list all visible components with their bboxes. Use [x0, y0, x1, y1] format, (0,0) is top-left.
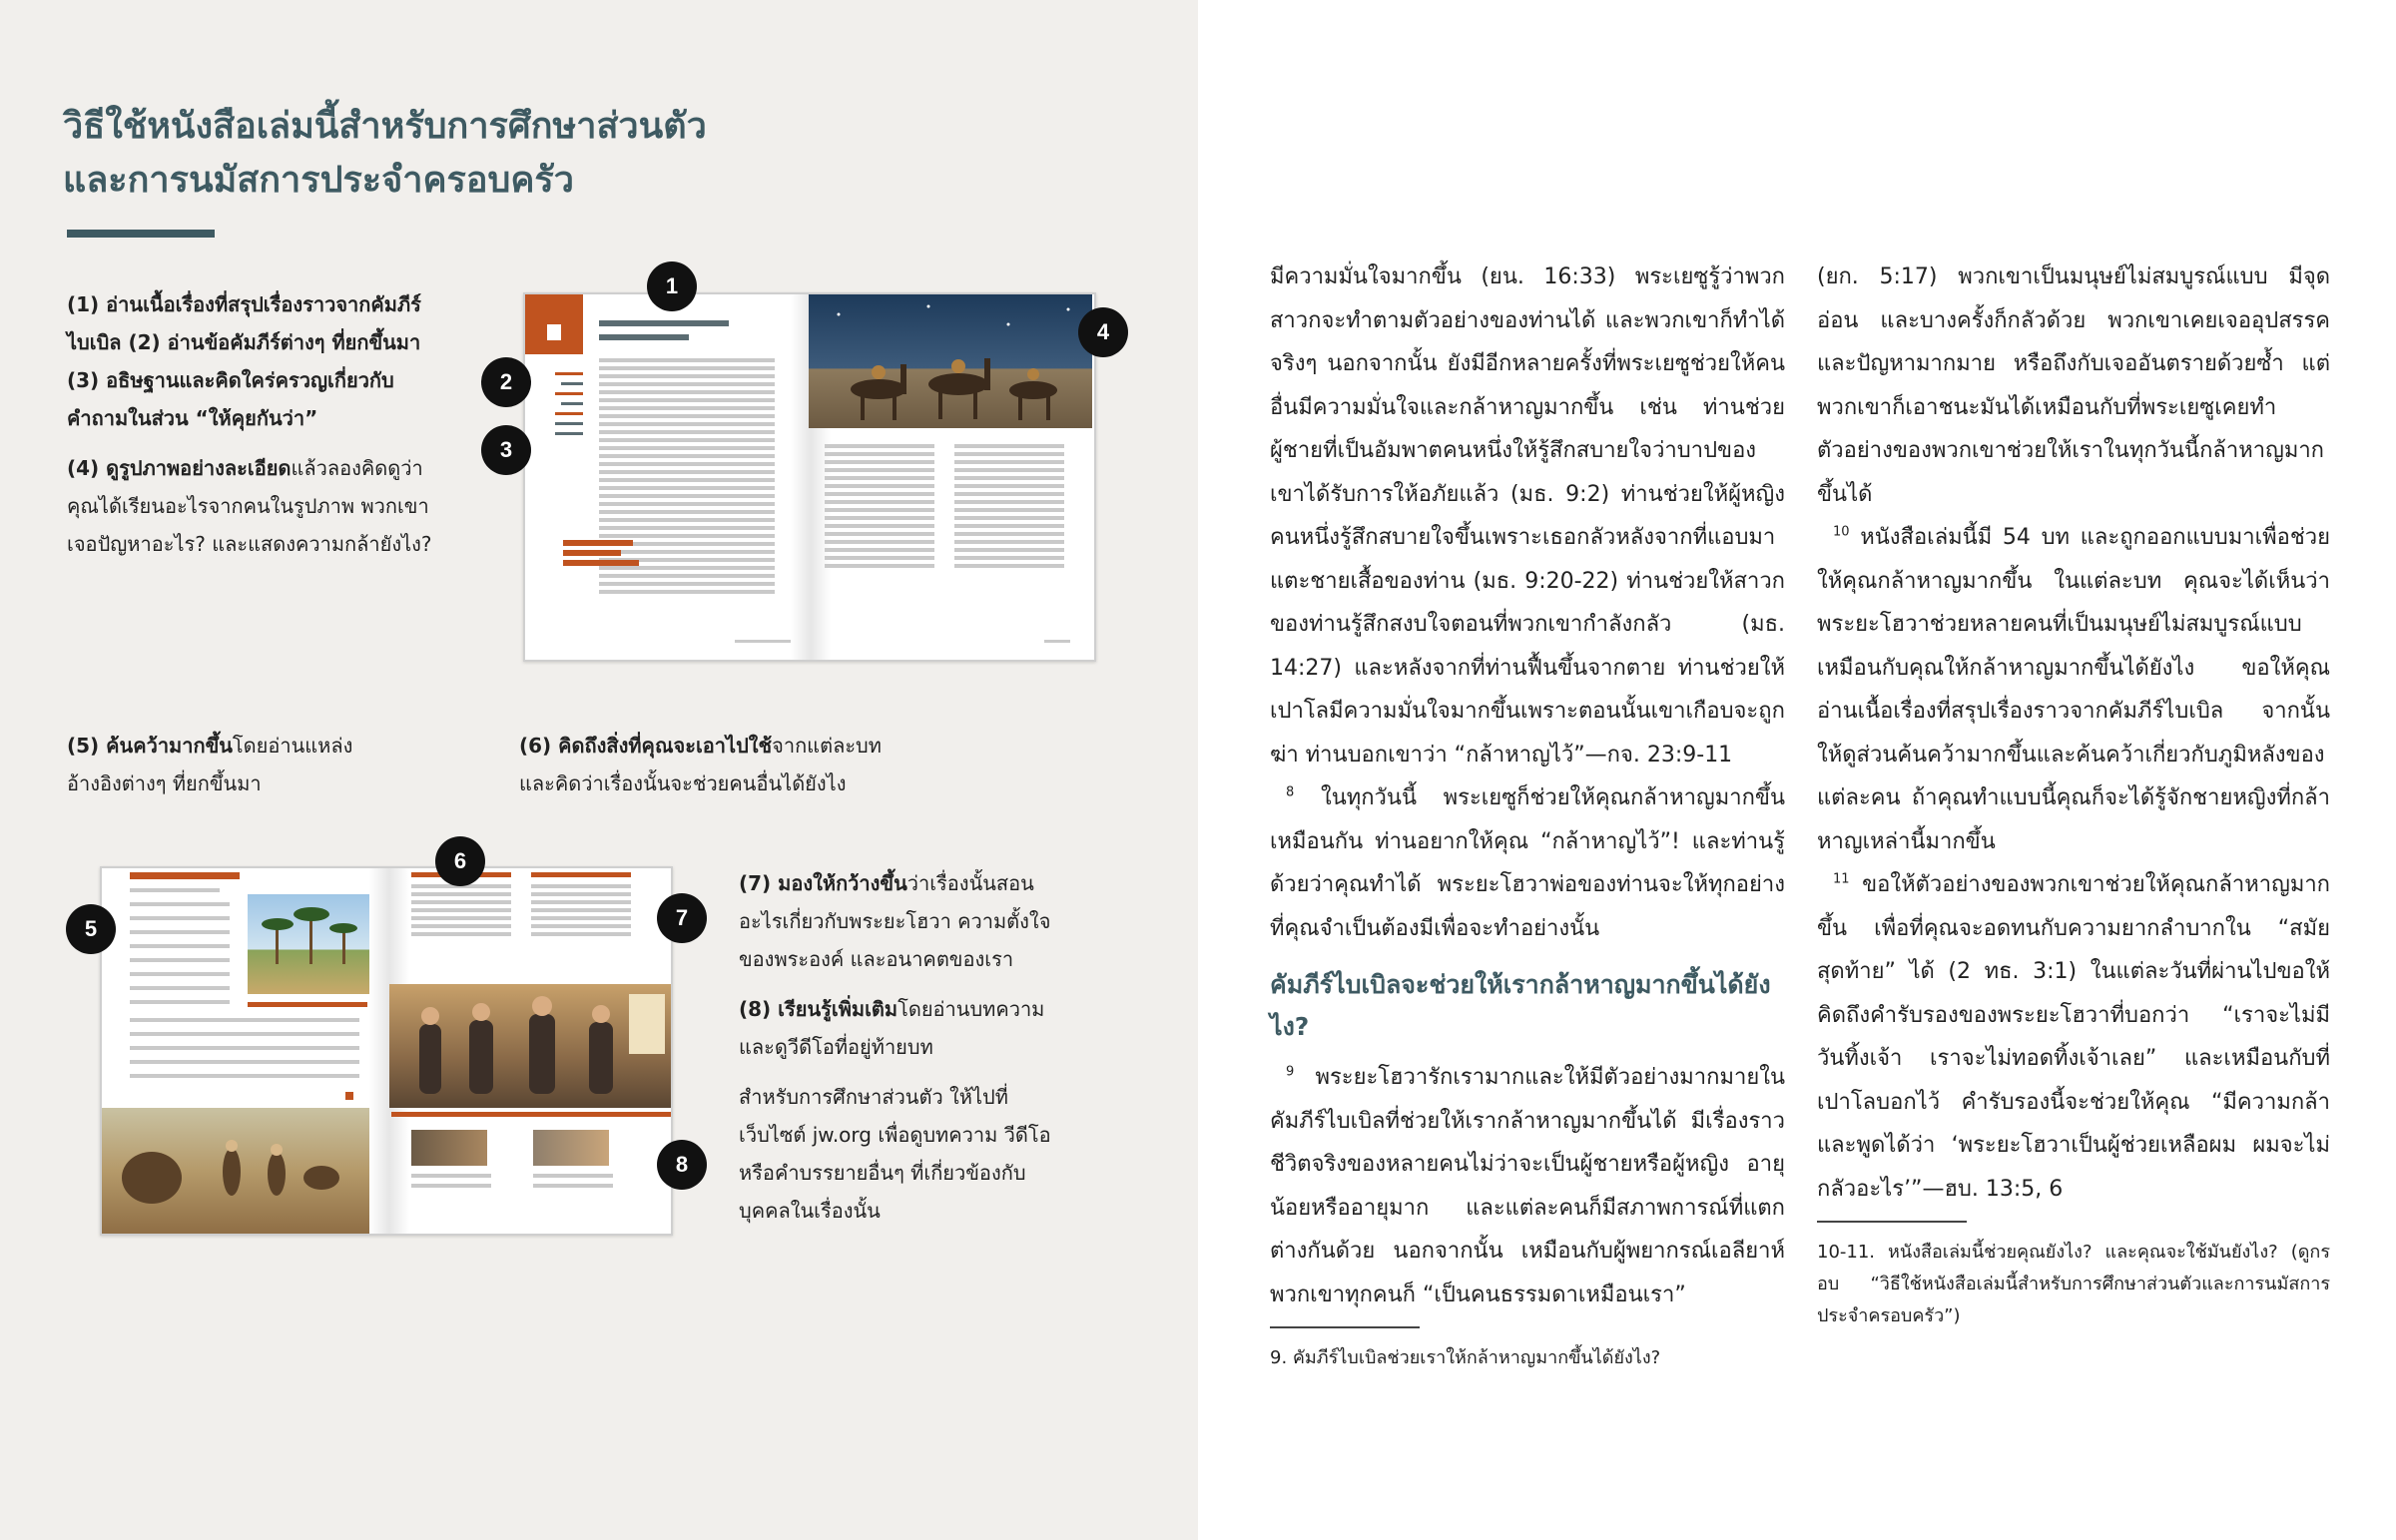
paragraph-9-continued: (ยก. 5:17) พวกเขาเป็นมนุษย์ไม่สมบูรณ์แบบ มีจุดอ่อน และบางครั้งก็กลัวด้วย พวกเขาเคยเจออุปสรรคและปัญหามากมาย หรือถึงกับเจออันตรายด้วยซ้ำ แต่พวกเขาก็เอาชนะมันได้เหมือนกับที่พระเยซูเคยทำ ตัวอย่างของพวกเขาช่วยให้เราในทุกวันนี้กล้าหาญมากขึ้นได้ — [1817, 264, 2330, 507]
guide-steps-1-4 — [67, 285, 436, 575]
guide-title-line1: วิธีใช้หนังสือเล่มนี้สำหรับการศึกษาส่วนตัว — [63, 106, 707, 147]
marker-5: 5 — [66, 904, 116, 954]
step5-text: โดยอ่านแหล่งอ้างอิงต่างๆ ที่ยกขึ้นมา — [67, 734, 353, 795]
guide-step-6 — [519, 727, 889, 814]
travelers-image — [102, 1108, 369, 1234]
guide-title-line2: และการนมัสการประจำครอบครัว — [63, 160, 574, 201]
paragraph-8 — [1270, 776, 1785, 950]
chapter-tab — [525, 294, 583, 354]
step6-text: จากแต่ละบทและคิดว่าเรื่องนั้นจะช่วยคนอื่นได้ยังไง — [519, 734, 882, 795]
paragraph-10-text: หนังสือเล่มนี้มี 54 บท และถูกออกแบบมาเพื่อช่วยให้คุณกล้าหาญมากขึ้น ในแต่ละบท คุณจะได้เห็นว่าพระยะโฮวาช่วยหลายคนที่เป็นมนุษย์ไม่สมบูรณ์แบบเหมือนกับคุณให้กล้าหาญมากขึ้นได้ยังไง ขอให้คุณอ่านเนื้อเรื่องที่สรุปเรื่องราวจากคัมภีร์ไบเบิล จากนั้น ให้ดูส่วนค้นคว้ามากขึ้นและค้นคว้าเกี่ยวกับภูมิหลังของแต่ละคน ถ้าคุณทำแบบนี้คุณก็จะได้รู้จักชายหญิงที่กล้าหาญเหล่านี้มากขึ้น — [1817, 525, 2330, 854]
step6-bold: (6) คิดถึงสิ่งที่คุณจะเอาไปใช้ — [519, 734, 773, 758]
congregation-meeting-image — [389, 984, 671, 1108]
paragraph-number-9: 9 — [1286, 1064, 1295, 1080]
paragraph-number-10: 10 — [1833, 524, 1850, 540]
article-page — [1198, 0, 2396, 1540]
step7-text: ว่าเรื่องนั้นสอนอะไรเกี่ยวกับพระยะโฮวา ความตั้งใจของพระองค์ และอนาคตของเรา — [739, 871, 1051, 971]
marker-7: 7 — [657, 893, 707, 943]
step4-text: แล้วลองคิดดูว่าคุณได้เรียนอะไรจากคนในรูปภาพ พวกเขาเจอปัญหาอะไร? และแสดงความกล้ายังไง? — [67, 456, 432, 556]
palm-trees-image — [248, 894, 369, 994]
question-9: 9. คัมภีร์ไบเบิลช่วยเราให้กล้าหาญมากขึ้นได้ยังไง? — [1270, 1347, 1661, 1368]
paragraph-number-8: 8 — [1286, 784, 1295, 800]
step5-bold: (5) ค้นคว้ามากขึ้น — [67, 734, 233, 758]
title-rule — [67, 230, 215, 238]
book-spread-bottom — [100, 866, 673, 1236]
step4-bold: (4) ดูรูปภาพอย่างละเอียด — [67, 456, 292, 480]
step8-bold: (8) เรียนรู้เพิ่มเติม — [739, 997, 898, 1021]
paragraph-number-11: 11 — [1833, 871, 1850, 887]
guide-title — [63, 100, 762, 208]
paragraph-8-text: ในทุกวันนี้ พระเยซูก็ช่วยให้คุณกล้าหาญมากขึ้นเหมือนกัน ท่านอยากให้คุณ “กล้าหาญไว้”! และท่านรู้ด้วยว่าคุณทำได้ พระยะโฮวาพ่อของท่านจะให้ทุกอย่างที่คุณจำเป็นต้องมีเพื่อจะทำอย่างนั้น — [1270, 785, 1785, 941]
marker-8: 8 — [657, 1140, 707, 1190]
paragraph-9 — [1270, 1056, 1785, 1316]
marker-3: 3 — [481, 425, 531, 475]
question-rule — [1270, 1326, 1420, 1328]
book-spread-top — [523, 292, 1096, 662]
video-thumbnail-2 — [533, 1130, 609, 1166]
marker-6: 6 — [435, 836, 485, 886]
guide-steps-7-8 — [739, 864, 1068, 1242]
marker-2: 2 — [481, 357, 531, 407]
step8-text: โดยอ่านบทความและดูวีดีโอที่อยู่ท้ายบท — [739, 997, 1045, 1059]
paragraph-7-continued: มีความมั่นใจมากขึ้น (ยน. 16:33) พระเยซูรู้ว่าพวกสาวกจะทำตามตัวอย่างของท่านได้ และพวกเขาก็ทำได้จริงๆ นอกจากนั้น ยังมีอีกหลายครั้งที่พระเยซูช่วยให้คนอื่นมีความมั่นใจและกล้าหาญมากขึ้น เช่น ท่านช่วยผู้ชายที่เป็นอัมพาตคนหนึ่งให้รู้สึกสบายใจว่าบาปของเขาได้รับการให้อภัยแล้ว (มธ. 9:2) ท่านช่วยให้ผู้หญิงคนหนึ่งรู้สึกสบายใจขึ้นเพราะเธอกลัวหลังจากที่แอบมาแตะชายเสื้อของท่าน (มธ. 9:20-22) ท่านช่วยให้สาวกของท่านรู้สึกสงบใจตอนที่พวกเขากำลังกลัว (มธ. 14:27) และหลังจากที่ท่านฟื้นขึ้นจากตาย ท่านช่วยให้เปาโลมีความมั่นใจมากขึ้นเพราะตอนนั้นเขาเกือบจะถูกฆ่า ท่านบอกเขาว่า “กล้าหาญไว้”—กจ. 23:9-11 — [1270, 264, 1785, 768]
guide-step-5 — [67, 727, 396, 814]
question-rule — [1817, 1221, 1967, 1223]
section-subheading: คัมภีร์ไบเบิลจะช่วยให้เรากล้าหาญมากขึ้นได้ยังไง? — [1270, 970, 1771, 1041]
step1-text: (1) อ่านเนื้อเรื่องที่สรุปเรื่องราวจากคัมภีร์ไบเบิล (2) อ่านข้อคัมภีร์ต่างๆ ที่ยกขึ้นมา (3) อธิษฐานและคิดใคร่ครวญเกี่ยวกับคำถามในส่วน “ให้คุยกันว่า” — [67, 292, 421, 430]
paragraph-11 — [1817, 863, 2330, 1211]
video-thumbnail-1 — [411, 1130, 487, 1166]
personal-study-note: สำหรับการศึกษาส่วนตัว ให้ไปที่เว็บไซต์ jw.org เพื่อดูบทความ วีดีโอ หรือคำบรรยายอื่นๆ ที่เกี่ยวข้องกับบุคคลในเรื่องนั้น — [739, 1085, 1051, 1223]
step7-bold: (7) มองให้กว้างขึ้น — [739, 871, 907, 895]
marker-4: 4 — [1078, 307, 1128, 357]
wise-men-camels-image — [809, 294, 1092, 428]
paragraph-9-text: พระยะโฮวารักเรามากและให้มีตัวอย่างมากมายในคัมภีร์ไบเบิลที่ช่วยให้เรากล้าหาญมากขึ้นได้ มีเรื่องราวชีวิตจริงของหลายคนไม่ว่าจะเป็นผู้ชายหรือผู้หญิง อายุน้อยหรืออายุมาก และแต่ละคนก็มีสภาพการณ์ที่แตกต่างกันด้วย นอกจากนั้น เหมือนกับผู้พยากรณ์เอลียาห์ พวกเขาทุกคนก็ “เป็นคนธรรมดาเหมือนเรา” — [1270, 1065, 1785, 1307]
article-column-1 — [1270, 256, 1785, 1374]
paragraph-10 — [1817, 516, 2330, 863]
marker-1: 1 — [647, 261, 697, 311]
question-10-11: 10-11. หนังสือเล่มนี้ช่วยคุณยังไง? และคุณจะใช้มันยังไง? (ดูกรอบ “วิธีใช้หนังสือเล่มนี้สำหรับการศึกษาส่วนตัวและการนมัสการประจำครอบครัว”) — [1817, 1242, 2330, 1326]
article-column-2 — [1817, 256, 2330, 1332]
paragraph-11-text: ขอให้ตัวอย่างของพวกเขาช่วยให้คุณกล้าหาญมากขึ้น เพื่อที่คุณจะอดทนกับความยากลำบากใน “สมัยสุดท้าย” ได้ (2 ทธ. 3:1) ในแต่ละวันที่ผ่านไปขอให้คิดถึงคำรับรองของพระยะโฮวาที่บอกว่า “เราจะไม่มีวันทิ้งเจ้า เราจะไม่ทอดทิ้งเจ้าเลย” และเหมือนกับที่เปาโลบอกไว้ คำรับรองนี้จะช่วยให้คุณ “มีความกล้าและพูดได้ว่า ‘พระยะโฮวาเป็นผู้ช่วยเหลือผม ผมจะไม่กลัวอะไร’”—ฮบ. 13:5, 6 — [1817, 872, 2330, 1202]
